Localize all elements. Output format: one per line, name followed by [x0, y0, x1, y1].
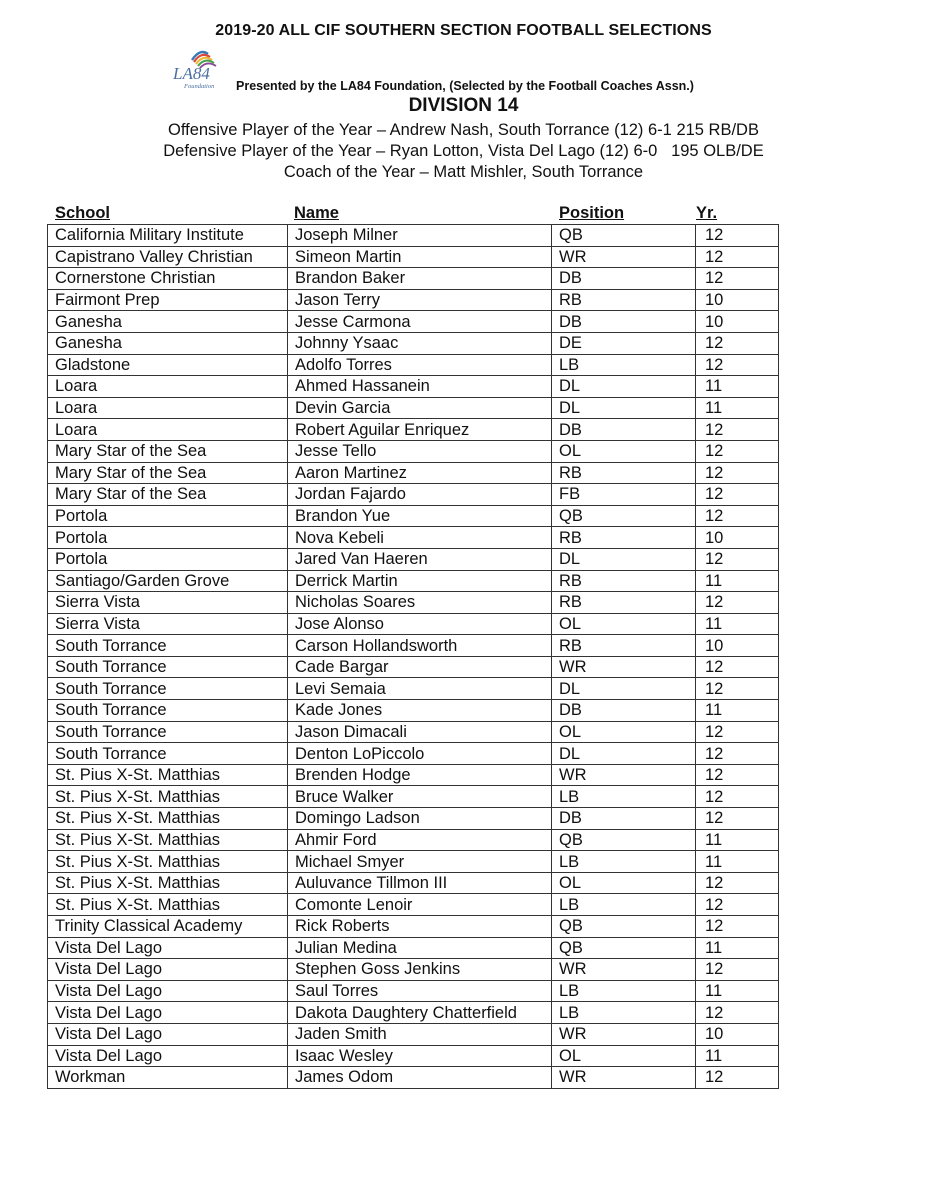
cell-position: DB — [552, 808, 696, 830]
header-school: School — [55, 204, 111, 222]
cell-name: Domingo Ladson — [288, 808, 552, 830]
table-row — [48, 440, 779, 462]
cell-name: Brenden Hodge — [288, 764, 552, 786]
table-row — [48, 505, 779, 527]
cell-school: St. Pius X-St. Matthias — [48, 872, 288, 894]
cell-school: Vista Del Lago — [48, 959, 288, 981]
cell-school: Portola — [48, 548, 288, 570]
cell-year: 11 — [696, 376, 779, 398]
cell-name: Joseph Milner — [288, 225, 552, 247]
cell-position: RB — [552, 462, 696, 484]
cell-position: OL — [552, 872, 696, 894]
cell-year: 10 — [696, 635, 779, 657]
cell-year: 12 — [696, 872, 779, 894]
cell-position: QB — [552, 829, 696, 851]
table-row — [48, 764, 779, 786]
cell-name: Jaden Smith — [288, 1023, 552, 1045]
cell-position: DL — [552, 743, 696, 765]
cell-school: St. Pius X-St. Matthias — [48, 808, 288, 830]
header-position: Position — [559, 204, 625, 222]
cell-year: 12 — [696, 505, 779, 527]
cell-year: 12 — [696, 721, 779, 743]
cell-name: Adolfo Torres — [288, 354, 552, 376]
cell-school: Gladstone — [48, 354, 288, 376]
table-row — [48, 916, 779, 938]
cell-position: DL — [552, 376, 696, 398]
cell-name: Simeon Martin — [288, 246, 552, 268]
table-row — [48, 786, 779, 808]
table-row — [48, 354, 779, 376]
table-row — [48, 700, 779, 722]
cell-year: 10 — [696, 1023, 779, 1045]
table-row — [48, 548, 779, 570]
cell-school: Sierra Vista — [48, 592, 288, 614]
cell-year: 11 — [696, 829, 779, 851]
presented-by-line: Presented by the LA84 Foundation, (Selected by the Football Coaches Assn.) — [236, 79, 694, 93]
cell-position: DB — [552, 419, 696, 441]
cell-school: South Torrance — [48, 743, 288, 765]
cell-year: 11 — [696, 700, 779, 722]
table-row — [48, 894, 779, 916]
cell-year: 12 — [696, 656, 779, 678]
cell-school: St. Pius X-St. Matthias — [48, 764, 288, 786]
cell-school: South Torrance — [48, 700, 288, 722]
cell-name: Saul Torres — [288, 980, 552, 1002]
cell-name: Isaac Wesley — [288, 1045, 552, 1067]
cell-name: Jordan Fajardo — [288, 484, 552, 506]
cell-school: Santiago/Garden Grove — [48, 570, 288, 592]
cell-position: DL — [552, 397, 696, 419]
cell-school: Trinity Classical Academy — [48, 916, 288, 938]
cell-position: FB — [552, 484, 696, 506]
cell-position: WR — [552, 656, 696, 678]
cell-name: Jesse Carmona — [288, 311, 552, 333]
cell-year: 12 — [696, 419, 779, 441]
cell-school: Loara — [48, 376, 288, 398]
cell-name: Denton LoPiccolo — [288, 743, 552, 765]
cell-school: South Torrance — [48, 635, 288, 657]
table-row — [48, 656, 779, 678]
cell-name: Ahmed Hassanein — [288, 376, 552, 398]
cell-position: OL — [552, 440, 696, 462]
selections-table-body — [48, 225, 779, 1089]
cell-school: Sierra Vista — [48, 613, 288, 635]
cell-school: Workman — [48, 1067, 288, 1089]
table-row — [48, 721, 779, 743]
cell-year: 12 — [696, 462, 779, 484]
cell-position: WR — [552, 1023, 696, 1045]
cell-school: Loara — [48, 419, 288, 441]
cell-year: 11 — [696, 397, 779, 419]
cell-school: Mary Star of the Sea — [48, 484, 288, 506]
table-row — [48, 959, 779, 981]
table-row — [48, 289, 779, 311]
cell-school: Portola — [48, 527, 288, 549]
table-row — [48, 851, 779, 873]
cell-school: St. Pius X-St. Matthias — [48, 829, 288, 851]
cell-position: LB — [552, 1002, 696, 1024]
table-row — [48, 311, 779, 333]
cell-year: 12 — [696, 959, 779, 981]
table-row — [48, 527, 779, 549]
table-row — [48, 225, 779, 247]
table-row — [48, 570, 779, 592]
cell-name: Michael Smyer — [288, 851, 552, 873]
cell-name: Robert Aguilar Enriquez — [288, 419, 552, 441]
cell-position: WR — [552, 959, 696, 981]
table-row — [48, 397, 779, 419]
cell-name: Rick Roberts — [288, 916, 552, 938]
cell-position: DB — [552, 311, 696, 333]
cell-position: RB — [552, 635, 696, 657]
cell-name: Jason Dimacali — [288, 721, 552, 743]
cell-year: 12 — [696, 225, 779, 247]
cell-position: WR — [552, 246, 696, 268]
cell-name: Auluvance Tillmon III — [288, 872, 552, 894]
document-title: 2019-20 ALL CIF SOUTHERN SECTION FOOTBALL SELECTIONS — [215, 22, 712, 39]
cell-school: Vista Del Lago — [48, 937, 288, 959]
table-row — [48, 419, 779, 441]
cell-position: LB — [552, 354, 696, 376]
cell-school: St. Pius X-St. Matthias — [48, 786, 288, 808]
cell-school: Ganesha — [48, 311, 288, 333]
cell-position: OL — [552, 613, 696, 635]
cell-name: Aaron Martinez — [288, 462, 552, 484]
table-row — [48, 829, 779, 851]
cell-school: Loara — [48, 397, 288, 419]
coach-of-year: Coach of the Year – Matt Mishler, South Torrance — [283, 163, 644, 181]
table-row — [48, 743, 779, 765]
cell-position: OL — [552, 721, 696, 743]
cell-school: Ganesha — [48, 332, 288, 354]
cell-position: LB — [552, 786, 696, 808]
cell-year: 12 — [696, 678, 779, 700]
table-row — [48, 872, 779, 894]
cell-year: 12 — [696, 1067, 779, 1089]
cell-position: QB — [552, 916, 696, 938]
offensive-player-of-year: Offensive Player of the Year – Andrew Nash, South Torrance (12) 6-1 215 RB/DB — [168, 121, 759, 139]
table-row — [48, 937, 779, 959]
cell-year: 12 — [696, 808, 779, 830]
cell-year: 12 — [696, 332, 779, 354]
cell-school: South Torrance — [48, 678, 288, 700]
cell-school: Vista Del Lago — [48, 1002, 288, 1024]
cell-school: Fairmont Prep — [48, 289, 288, 311]
cell-position: OL — [552, 1045, 696, 1067]
la84-foundation-logo — [170, 46, 232, 92]
cell-name: Jose Alonso — [288, 613, 552, 635]
table-row — [48, 1045, 779, 1067]
table-column-headers — [0, 204, 927, 224]
cell-name: Bruce Walker — [288, 786, 552, 808]
cell-name: Jared Van Haeren — [288, 548, 552, 570]
cell-year: 11 — [696, 980, 779, 1002]
header-year: Yr. — [696, 204, 718, 222]
cell-school: Vista Del Lago — [48, 1045, 288, 1067]
cell-year: 12 — [696, 548, 779, 570]
cell-name: Carson Hollandsworth — [288, 635, 552, 657]
division-heading: DIVISION 14 — [408, 95, 519, 116]
cell-year: 11 — [696, 570, 779, 592]
cell-position: LB — [552, 980, 696, 1002]
table-row — [48, 635, 779, 657]
cell-name: Stephen Goss Jenkins — [288, 959, 552, 981]
cell-position: DE — [552, 332, 696, 354]
cell-year: 10 — [696, 289, 779, 311]
table-row — [48, 980, 779, 1002]
cell-position: DL — [552, 678, 696, 700]
cell-position: RB — [552, 289, 696, 311]
cell-position: QB — [552, 225, 696, 247]
table-row — [48, 462, 779, 484]
cell-name: Kade Jones — [288, 700, 552, 722]
cell-year: 12 — [696, 916, 779, 938]
cell-position: DB — [552, 268, 696, 290]
cell-year: 12 — [696, 894, 779, 916]
defensive-player-of-year: Defensive Player of the Year – Ryan Lotton, Vista Del Lago (12) 6-0 195 OLB/DE — [163, 142, 764, 160]
cell-school: South Torrance — [48, 656, 288, 678]
cell-year: 12 — [696, 268, 779, 290]
cell-name: Brandon Baker — [288, 268, 552, 290]
cell-name: Dakota Daughtery Chatterfield — [288, 1002, 552, 1024]
cell-position: DB — [552, 700, 696, 722]
cell-year: 12 — [696, 354, 779, 376]
cell-year: 10 — [696, 311, 779, 333]
cell-year: 12 — [696, 246, 779, 268]
selections-table — [47, 224, 779, 1089]
table-row — [48, 1002, 779, 1024]
cell-name: Levi Semaia — [288, 678, 552, 700]
cell-name: James Odom — [288, 1067, 552, 1089]
cell-name: Julian Medina — [288, 937, 552, 959]
cell-name: Devin Garcia — [288, 397, 552, 419]
cell-position: RB — [552, 527, 696, 549]
cell-position: WR — [552, 764, 696, 786]
logo-text: LA84 — [173, 64, 210, 83]
cell-school: Mary Star of the Sea — [48, 462, 288, 484]
cell-year: 12 — [696, 440, 779, 462]
cell-position: RB — [552, 570, 696, 592]
cell-name: Cade Bargar — [288, 656, 552, 678]
cell-year: 12 — [696, 764, 779, 786]
cell-position: DL — [552, 548, 696, 570]
cell-position: QB — [552, 937, 696, 959]
cell-year: 12 — [696, 786, 779, 808]
table-row — [48, 678, 779, 700]
cell-school: Portola — [48, 505, 288, 527]
table-row — [48, 1023, 779, 1045]
table-row — [48, 332, 779, 354]
cell-year: 12 — [696, 1002, 779, 1024]
cell-school: California Military Institute — [48, 225, 288, 247]
table-row — [48, 613, 779, 635]
cell-year: 12 — [696, 484, 779, 506]
table-row — [48, 246, 779, 268]
table-row — [48, 808, 779, 830]
cell-position: QB — [552, 505, 696, 527]
cell-year: 12 — [696, 743, 779, 765]
cell-year: 11 — [696, 851, 779, 873]
table-row — [48, 484, 779, 506]
cell-year: 11 — [696, 1045, 779, 1067]
cell-position: LB — [552, 851, 696, 873]
header-name: Name — [294, 204, 339, 222]
cell-position: LB — [552, 894, 696, 916]
table-row — [48, 376, 779, 398]
cell-name: Nova Kebeli — [288, 527, 552, 549]
cell-school: South Torrance — [48, 721, 288, 743]
table-row — [48, 1067, 779, 1089]
cell-school: Capistrano Valley Christian — [48, 246, 288, 268]
cell-school: Vista Del Lago — [48, 1023, 288, 1045]
cell-name: Johnny Ysaac — [288, 332, 552, 354]
cell-name: Comonte Lenoir — [288, 894, 552, 916]
cell-name: Nicholas Soares — [288, 592, 552, 614]
cell-school: St. Pius X-St. Matthias — [48, 894, 288, 916]
cell-name: Jason Terry — [288, 289, 552, 311]
cell-school: Vista Del Lago — [48, 980, 288, 1002]
cell-year: 11 — [696, 613, 779, 635]
cell-year: 11 — [696, 937, 779, 959]
cell-name: Derrick Martin — [288, 570, 552, 592]
cell-year: 12 — [696, 592, 779, 614]
cell-school: St. Pius X-St. Matthias — [48, 851, 288, 873]
table-row — [48, 268, 779, 290]
cell-school: Mary Star of the Sea — [48, 440, 288, 462]
cell-position: RB — [552, 592, 696, 614]
cell-name: Jesse Tello — [288, 440, 552, 462]
cell-name: Brandon Yue — [288, 505, 552, 527]
logo-subtext: Foundation — [184, 83, 215, 90]
cell-school: Cornerstone Christian — [48, 268, 288, 290]
cell-name: Ahmir Ford — [288, 829, 552, 851]
table-row — [48, 592, 779, 614]
cell-position: WR — [552, 1067, 696, 1089]
cell-year: 10 — [696, 527, 779, 549]
